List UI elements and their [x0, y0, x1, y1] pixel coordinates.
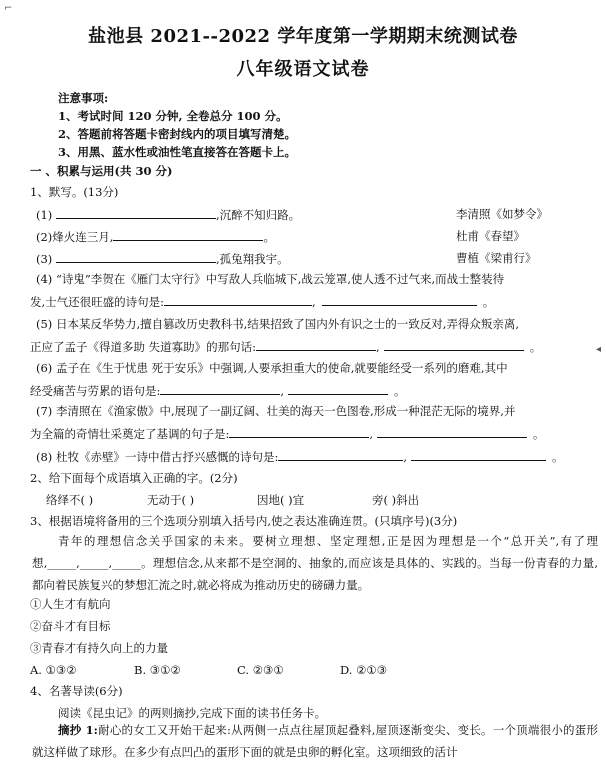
note-item: 1、考试时间 120 分钟, 全卷总分 100 分。 [58, 109, 288, 123]
line-text: ,孤兔翔我宇。 [215, 252, 289, 266]
note-item: 3、用黑、蓝水性或油性笔直接答在答题卡上。 [58, 145, 296, 159]
section-heading: 一 、积累与运用(共 30 分) [30, 164, 173, 178]
choice-b[interactable]: B. ③①② [134, 663, 181, 677]
punct: , [312, 295, 316, 309]
excerpt-paragraph [32, 719, 598, 763]
line-number: (1) [36, 208, 53, 222]
idiom-item: 旁( )斜出 [372, 493, 420, 507]
recite-line-6a: (6) 孟子在《生于忧患 死于安乐》中强调,人要承担重大的使命,就要能经受一系列的磨难,其中 [36, 361, 508, 375]
notes-heading: 注意事项: [58, 91, 109, 105]
recite-line-7b [30, 426, 545, 441]
recite-line-8 [36, 449, 563, 464]
recite-line-6b [30, 383, 406, 398]
recite-line-7a: (7) 李清照在《渔家傲》中,展现了一副辽阔、壮美的海天一色图卷,形成一种混茫无际的境界,并 [36, 404, 516, 418]
line-text: 经受痛苦与劳累的语句是: [30, 384, 161, 398]
excerpt-label: 摘抄 1: [58, 723, 98, 737]
answer-blank[interactable] [256, 339, 376, 351]
corner-marker: ⌐ [4, 3, 13, 14]
line-end: 。 [263, 230, 275, 244]
question-title: 2、给下面每个成语填入正确的字。(2分) [30, 471, 238, 485]
margin-marker: ◂ [596, 344, 602, 355]
answer-blank[interactable] [411, 449, 546, 461]
excerpt-text: 耐心的女工又开始干起来:从两侧一点点往屋顶起叠料,屋顶逐渐变尖、变长。一个顶端很小的蛋形就这样做了球形。在多少有点凹凸的蛋形下面的就是虫卵的孵化室。这项细致的活计 [32, 723, 598, 759]
recite-line-1 [36, 207, 300, 222]
punct: 。 [551, 450, 564, 464]
question-title: 3、根据语境将备用的三个选项分别填入括号内,使之表达准确连贯。(只填序号)(3分) [30, 514, 458, 528]
answer-blank[interactable] [278, 449, 403, 461]
idiom-item: 络绎不( ) [46, 493, 94, 507]
answer-blank[interactable] [229, 426, 369, 438]
line-text: 为全篇的奇情壮采奠定了基调的句子是: [30, 427, 230, 441]
answer-blank[interactable] [384, 339, 524, 351]
option-item: ①人生才有航向 [30, 597, 111, 611]
recite-line-5a: (5) 日本某反华势力,擅自篡改历史教科书,结果招致了国内外有识之士的一致反对,弄得众叛亲离, [36, 317, 520, 331]
line-number: (3) [36, 252, 53, 266]
answer-blank[interactable] [288, 383, 388, 395]
line-text: (8) 杜牧《赤壁》一诗中借古抒兴感慨的诗句是: [36, 450, 279, 464]
punct: 。 [529, 340, 542, 354]
context-paragraph: 青年的理想信念关乎国家的未来。要树立理想、坚定理想,正是因为理想是一个“总开关”,有了理想,_____,_____,_____。理想信念,从来都不是空洞的、抽象的,而应该是具体的、实践的。当每一份青春的力量,都向着民族复兴的梦想汇流之时,就必将成为推动历史的磅礴力量。 [32, 534, 598, 592]
poem-source: 曹植《梁甫行》 [456, 251, 537, 265]
option-item: ②奋斗才有目标 [30, 619, 111, 633]
option-item: ③青春才有持久向上的力量 [30, 641, 168, 655]
punct: 。 [394, 384, 406, 398]
idiom-item: 无动于( ) [147, 493, 195, 507]
answer-blank[interactable] [56, 251, 216, 263]
line-number: (2) [36, 230, 53, 244]
reading-intro: 阅读《昆虫记》的两则摘抄,完成下面的读书任务卡。 [58, 706, 327, 720]
line-text: 烽火连三月, [52, 230, 114, 244]
exam-title: 盐池县 2021--2022 学年度第一学期期末统测试卷 [88, 26, 518, 47]
answer-blank[interactable] [56, 207, 216, 219]
line-text: ,沉醉不知归路。 [215, 208, 301, 222]
idiom-item: 因地( )宜 [257, 493, 305, 507]
poem-source: 李清照《如梦令》 [456, 207, 548, 221]
answer-blank[interactable] [160, 383, 280, 395]
answer-blank[interactable] [164, 294, 312, 306]
choice-d[interactable]: D. ②①③ [340, 663, 388, 677]
answer-blank[interactable] [322, 294, 477, 306]
choice-a[interactable]: A. ①③② [30, 663, 77, 677]
punct: 。 [533, 427, 545, 441]
poem-source: 杜甫《春望》 [456, 229, 525, 243]
punct: , [369, 427, 374, 441]
choice-c[interactable]: C. ②③① [237, 663, 284, 677]
recite-line-2 [36, 229, 275, 244]
recite-line-3 [36, 251, 289, 266]
question-title: 1、默写。(13分) [30, 185, 119, 199]
line-text: 发,士气还很旺盛的诗句是: [30, 295, 165, 309]
exam-subtitle: 八年级语文试卷 [236, 59, 370, 80]
note-item: 2、答题前将答题卡密封线内的项目填写清楚。 [58, 127, 296, 141]
punct: 。 [482, 295, 495, 309]
punct: , [280, 384, 285, 398]
line-text: 正应了孟子《得道多助 失道寡助》的那句话: [30, 340, 257, 354]
recite-line-5b [30, 339, 541, 354]
recite-line-4b [30, 294, 494, 309]
question-title: 4、名著导读(6分) [30, 684, 123, 698]
punct: , [403, 450, 407, 464]
answer-blank[interactable] [113, 229, 263, 241]
punct: , [376, 340, 380, 354]
recite-line-4a: (4) “诗鬼”李贺在《雁门太守行》中写敌人兵临城下,战云笼罩,使人透不过气来,而战士整装待 [36, 272, 505, 286]
answer-blank[interactable] [377, 426, 527, 438]
